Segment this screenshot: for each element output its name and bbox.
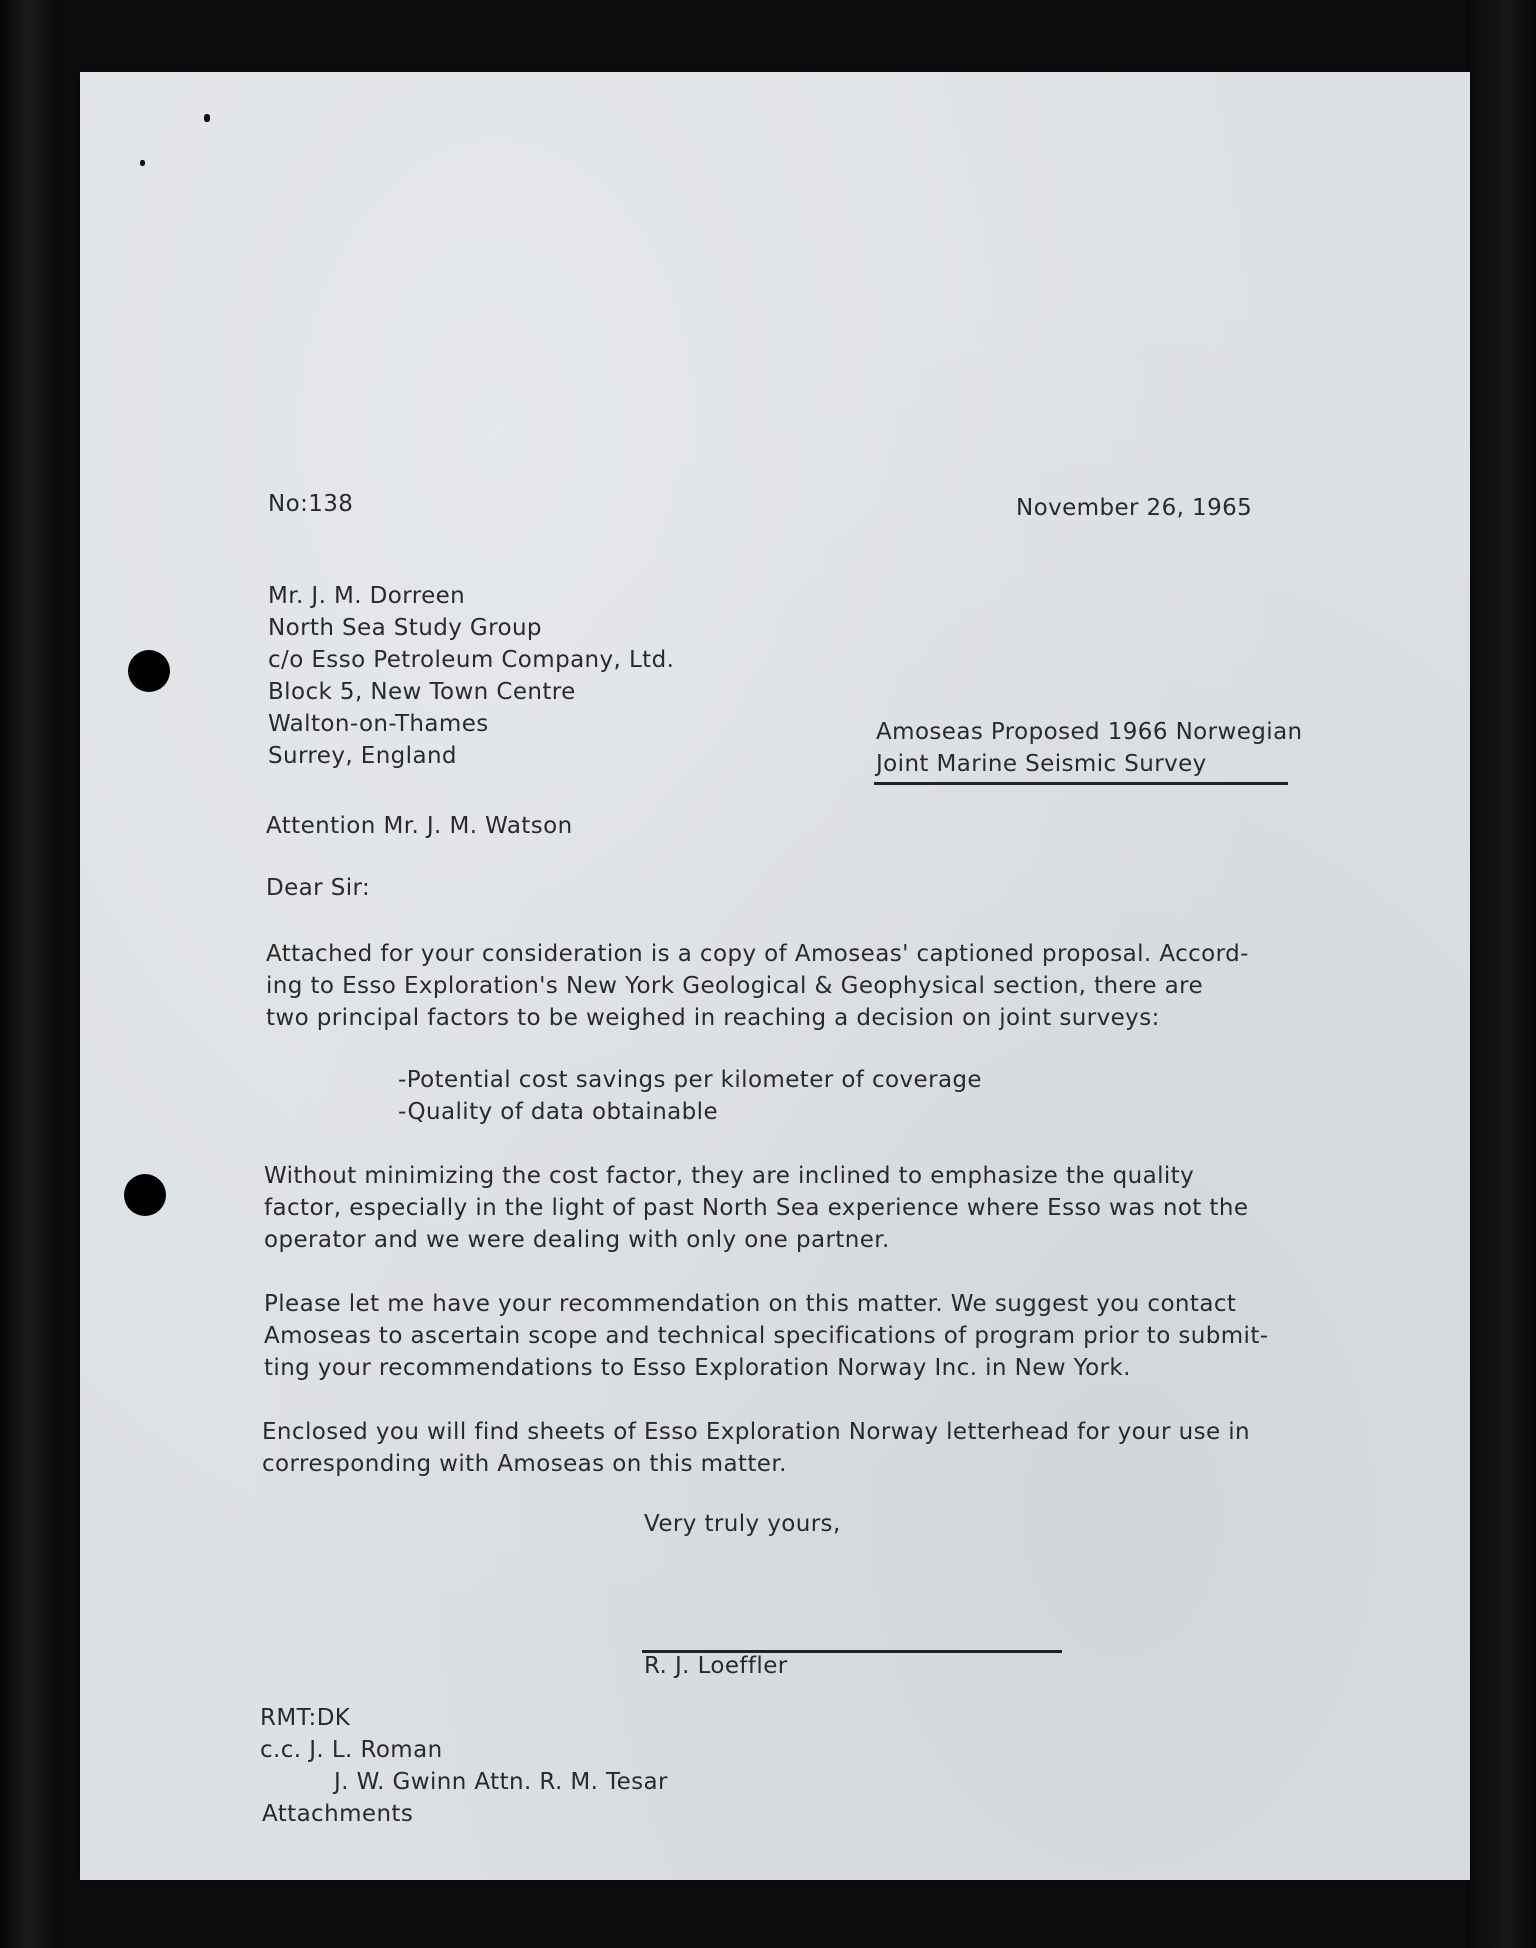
closing: Very truly yours,	[644, 1511, 841, 1537]
punch-hole	[124, 1174, 166, 1216]
letter-page	[80, 72, 1470, 1880]
recipient-line: c/o Esso Petroleum Company, Ltd.	[268, 647, 675, 673]
salutation: Dear Sir:	[266, 875, 371, 901]
paragraph-3	[264, 1288, 1268, 1384]
paragraph-4	[262, 1416, 1250, 1480]
paper-speck	[140, 160, 145, 166]
recipient-line: Block 5, New Town Centre	[268, 679, 576, 705]
paragraph-line: ting your recommendations to Esso Exploration Norway Inc. in New York.	[264, 1355, 1131, 1381]
recipient-line: Mr. J. M. Dorreen	[268, 583, 466, 609]
subject-caption	[876, 716, 1303, 780]
factors-list	[398, 1064, 982, 1128]
signatory-name: R. J. Loeffler	[644, 1653, 788, 1679]
paragraph-line: Enclosed you will find sheets of Esso Exploration Norway letterhead for your use in	[262, 1419, 1250, 1445]
punch-hole	[128, 650, 170, 692]
letter-number: No:138	[268, 491, 354, 517]
paragraph-1	[266, 938, 1249, 1034]
reference-initials: RMT:DK	[260, 1705, 351, 1731]
subject-underline	[874, 782, 1288, 785]
paragraph-2	[264, 1160, 1248, 1256]
paragraph-line: factor, especially in the light of past North Sea experience where Esso was not the	[264, 1195, 1249, 1221]
carbon-copy	[260, 1734, 668, 1798]
factor-item: -Quality of data obtainable	[398, 1099, 719, 1125]
subject-line: Amoseas Proposed 1966 Norwegian	[876, 719, 1303, 745]
binder-strip	[0, 0, 60, 1948]
recipient-line: Surrey, England	[268, 743, 457, 769]
paragraph-line: operator and we were dealing with only one partner.	[264, 1227, 890, 1253]
paragraph-line: Amoseas to ascertain scope and technical specifications of program prior to submit-	[264, 1323, 1269, 1349]
binder-edge	[1466, 0, 1536, 1948]
paper-speck	[204, 114, 210, 122]
cc-line: c.c. J. L. Roman	[260, 1737, 443, 1763]
attachments-note: Attachments	[262, 1801, 414, 1827]
paragraph-line: Attached for your consideration is a copy of Amoseas' captioned proposal. Accord-	[266, 941, 1249, 967]
recipient-line: Walton-on-Thames	[268, 711, 489, 737]
paragraph-line: corresponding with Amoseas on this matter.	[262, 1451, 787, 1477]
recipient-address	[268, 580, 674, 772]
letter-date: November 26, 1965	[1016, 495, 1253, 521]
factor-item: -Potential cost savings per kilometer of coverage	[398, 1067, 982, 1093]
paragraph-line: ing to Esso Exploration's New York Geological & Geophysical section, there are	[266, 973, 1204, 999]
attention-line: Attention Mr. J. M. Watson	[266, 813, 573, 839]
paragraph-line: two principal factors to be weighed in reaching a decision on joint surveys:	[266, 1005, 1160, 1031]
recipient-line: North Sea Study Group	[268, 615, 542, 641]
paragraph-line: Without minimizing the cost factor, they are inclined to emphasize the quality	[264, 1163, 1195, 1189]
subject-line: Joint Marine Seismic Survey	[876, 751, 1207, 777]
paragraph-line: Please let me have your recommendation on this matter. We suggest you contact	[264, 1291, 1237, 1317]
cc-line: J. W. Gwinn Attn. R. M. Tesar	[334, 1769, 668, 1795]
